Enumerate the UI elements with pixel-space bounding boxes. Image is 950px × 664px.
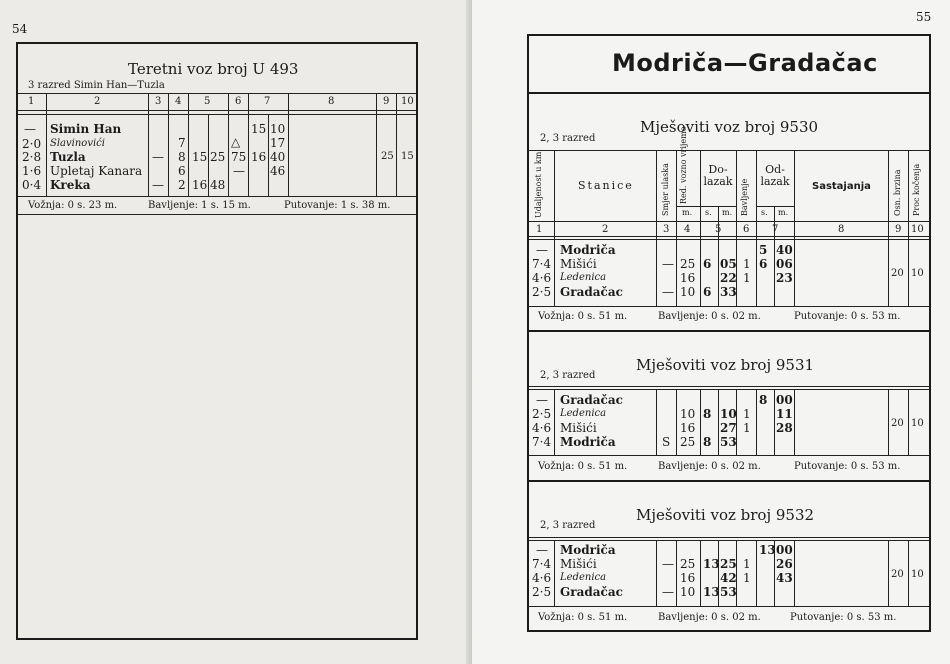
col-number: 7 <box>264 96 271 107</box>
cell: 8 <box>178 150 186 164</box>
timetable-cell: 8 <box>703 407 712 421</box>
col-number: 1 <box>536 224 543 235</box>
proc-kocenja: 10 <box>911 569 924 580</box>
osn-brzina: 20 <box>891 418 904 429</box>
header-bavljenje: Bavljenje <box>740 178 749 216</box>
timetable-cell: 25 <box>680 435 696 449</box>
timetable-cell: 00 <box>776 543 793 557</box>
station-name: Modriča <box>560 435 616 449</box>
timetable-cell: 16 <box>680 421 696 435</box>
timetable-cell: 10 <box>680 407 696 421</box>
timetable-cell: — <box>536 543 548 557</box>
col-number: 4 <box>684 224 691 235</box>
page-number: 55 <box>916 10 932 24</box>
col-number: 10 <box>401 96 414 107</box>
timetable-cell: — <box>662 257 674 271</box>
footer-voznja: Vožnja: 0 s. 51 m. <box>538 311 628 322</box>
osn-brzina: 20 <box>891 268 904 279</box>
proc-kocenja: 10 <box>911 418 924 429</box>
col-number: 3 <box>155 96 162 107</box>
cell: 2 <box>178 178 186 192</box>
station-name: Upletaj Kanara <box>50 164 143 178</box>
unit-label: m. <box>778 208 789 217</box>
cell: 16 <box>251 150 267 164</box>
header-udaljenost: Udaljenost u km. <box>534 149 543 218</box>
station-name: Ledenica <box>560 272 607 283</box>
header-stanice: Stanice <box>578 179 634 192</box>
timetable-cell: 1 <box>743 271 751 285</box>
cell: 40 <box>270 150 286 164</box>
timetable-cell: 27 <box>720 421 737 435</box>
station-name: Simin Han <box>50 122 122 136</box>
timetable-cell: 6 <box>703 257 712 271</box>
cell: 15 <box>251 122 267 136</box>
timetable-cell: 13 <box>759 543 776 557</box>
header-sastajanja: Sastajanja <box>812 181 871 192</box>
col-number: 1 <box>28 96 35 107</box>
timetable-cell: 2·5 <box>532 585 552 599</box>
timetable-cell: 1 <box>743 257 751 271</box>
right-page <box>472 0 950 664</box>
unit-label: m. <box>682 208 693 217</box>
station-name: Mišići <box>560 557 597 571</box>
cell: 75 <box>231 150 247 164</box>
station-name: Gradačac <box>560 585 623 599</box>
col-number: 2 <box>602 224 609 235</box>
cell: 10 <box>270 122 286 136</box>
timetable-cell: 1 <box>743 557 751 571</box>
cell: 15 <box>192 150 208 164</box>
distance-cell: 2·0 <box>22 137 42 151</box>
route-title: Modriča—Gradačac <box>612 49 878 77</box>
timetable-cell: 10 <box>720 407 737 421</box>
timetable-cell: 42 <box>720 571 737 585</box>
train-subtitle: 3 razred Simin Han—Tuzla <box>28 80 165 91</box>
timetable-cell: 5 <box>759 243 768 257</box>
station-name: Modriča <box>560 543 616 557</box>
unit-label: m. <box>722 208 733 217</box>
timetable-cell: 4·6 <box>532 571 552 585</box>
triangle-icon: △ <box>231 135 241 149</box>
station-name: Ledenica <box>560 408 607 419</box>
train-title: Mješoviti voz broj 9530 <box>640 118 819 136</box>
col-number: 9 <box>383 96 390 107</box>
footer-putovanje: Putovanje: 0 s. 53 m. <box>794 311 901 322</box>
timetable-cell: 28 <box>776 421 793 435</box>
timetable-cell: 1 <box>743 421 751 435</box>
station-name: Modriča <box>560 243 616 257</box>
timetable-cell: 4·6 <box>532 421 552 435</box>
cell: 6 <box>178 164 186 178</box>
timetable-cell: 06 <box>776 257 793 271</box>
timetable-cell: 16 <box>680 271 696 285</box>
distance-cell: 1·6 <box>22 164 42 178</box>
timetable-cell: 10 <box>680 285 696 299</box>
timetable-cell: — <box>536 243 548 257</box>
timetable-cell: 22 <box>720 271 737 285</box>
header-dolazak: Do- lazak <box>703 163 733 188</box>
timetable-cell: 25 <box>720 557 737 571</box>
station-name: Tuzla <box>50 150 86 164</box>
timetable-cell: 7·4 <box>532 257 552 271</box>
col-number: 8 <box>328 96 335 107</box>
station-name: Slavinovići <box>50 138 105 149</box>
train-title: Mješoviti voz broj 9532 <box>636 506 815 524</box>
footer-bavljenje: Bavljenje: 1 s. 15 m. <box>148 200 251 211</box>
timetable-cell: 11 <box>776 407 793 421</box>
col-number: 8 <box>838 224 845 235</box>
col-number: 7 <box>772 224 779 235</box>
footer-voznja: Vožnja: 0 s. 51 m. <box>538 612 628 623</box>
timetable-cell: 2·5 <box>532 285 552 299</box>
timetable-cell: 53 <box>720 435 737 449</box>
footer-putovanje: Putovanje: 0 s. 53 m. <box>794 461 901 472</box>
timetable-cell: 40 <box>776 243 793 257</box>
timetable-cell: 25 <box>680 557 696 571</box>
cell: 7 <box>178 136 186 150</box>
timetable-cell: 43 <box>776 571 793 585</box>
col-number: 3 <box>663 224 670 235</box>
timetable-cell: 4·6 <box>532 271 552 285</box>
timetable-cell: 6 <box>759 257 768 271</box>
col-number: 5 <box>204 96 211 107</box>
footer-bavljenje: Bavljenje: 0 s. 02 m. <box>658 311 761 322</box>
header-smjer: Smjer ulaska <box>661 163 670 216</box>
station-name: Gradačac <box>560 285 623 299</box>
col-number: 4 <box>175 96 182 107</box>
cell: 48 <box>210 178 226 192</box>
timetable-cell: 23 <box>776 271 793 285</box>
footer-putovanje: Putovanje: 0 s. 53 m. <box>790 612 897 623</box>
timetable-cell: 7·4 <box>532 557 552 571</box>
col-number: 6 <box>235 96 242 107</box>
timetable-cell: 13 <box>703 585 720 599</box>
timetable-cell: 1 <box>743 571 751 585</box>
station-name: Ledenica <box>560 572 607 583</box>
header-odlazak: Od- lazak <box>760 163 790 188</box>
page-number: 54 <box>12 22 28 36</box>
col-number: 6 <box>743 224 750 235</box>
cell: — <box>152 150 164 164</box>
header-osn-brzina: Osn. brzina <box>893 169 902 216</box>
station-name: Mišići <box>560 257 597 271</box>
cell: — <box>233 164 245 178</box>
timetable-cell: — <box>662 285 674 299</box>
distance-cell: 0·4 <box>22 178 42 192</box>
timetable-cell: — <box>662 557 674 571</box>
train-class: 2, 3 razred <box>540 133 596 144</box>
station-name: Gradačac <box>560 393 623 407</box>
footer-bavljenje: Bavljenje: 0 s. 02 m. <box>658 461 761 472</box>
timetable-cell: 53 <box>720 585 737 599</box>
train-title: Mješoviti voz broj 9531 <box>636 356 815 374</box>
cell: 16 <box>192 178 208 192</box>
cell: 46 <box>270 164 286 178</box>
footer-voznja: Vožnja: 0 s. 51 m. <box>538 461 628 472</box>
timetable-cell: 1 <box>743 407 751 421</box>
timetable-cell: 2·5 <box>532 407 552 421</box>
osn-brzina: 25 <box>381 151 394 162</box>
timetable-cell: 7·4 <box>532 435 552 449</box>
osn-brzina: 20 <box>891 569 904 580</box>
timetable-cell: 26 <box>776 557 793 571</box>
col-number: 5 <box>715 224 722 235</box>
unit-label: s. <box>761 208 768 217</box>
distance-cell: — <box>24 122 36 136</box>
timetable-cell: 05 <box>720 257 737 271</box>
col-number: 2 <box>94 96 101 107</box>
timetable-cell: 8 <box>703 435 712 449</box>
col-number: 9 <box>895 224 902 235</box>
footer-bavljenje: Bavljenje: 0 s. 02 m. <box>658 612 761 623</box>
footer-putovanje: Putovanje: 1 s. 38 m. <box>284 200 391 211</box>
timetable-cell: 13 <box>703 557 720 571</box>
distance-cell: 2·8 <box>22 150 42 164</box>
cell: 17 <box>270 136 286 150</box>
cell: 25 <box>210 150 226 164</box>
timetable-cell: 33 <box>720 285 737 299</box>
timetable-cell: — <box>662 585 674 599</box>
col-number: 10 <box>911 224 924 235</box>
timetable-cell: — <box>536 393 548 407</box>
left-page <box>0 0 472 664</box>
timetable-cell: 16 <box>680 571 696 585</box>
proc-kocenja: 10 <box>911 268 924 279</box>
station-name: Kreka <box>50 178 91 192</box>
train-class: 2, 3 razred <box>540 370 596 381</box>
timetable-cell: 6 <box>703 285 712 299</box>
station-name: Mišići <box>560 421 597 435</box>
footer-voznja: Vožnja: 0 s. 23 m. <box>28 200 118 211</box>
unit-label: s. <box>705 208 712 217</box>
train-title: Teretni voz broj U 493 <box>128 60 299 78</box>
header-proc-kocenja: Proc kočenja <box>912 163 921 216</box>
timetable-cell: S <box>662 435 671 449</box>
timetable-cell: 00 <box>776 393 793 407</box>
timetable-cell: 10 <box>680 585 696 599</box>
timetable-cell: 25 <box>680 257 696 271</box>
header-red-voznje: Red. vozno vrijeme <box>679 126 688 204</box>
train-class: 2, 3 razred <box>540 520 596 531</box>
cell: — <box>152 178 164 192</box>
proc-kocenja: 15 <box>401 151 414 162</box>
timetable-cell: 8 <box>759 393 768 407</box>
